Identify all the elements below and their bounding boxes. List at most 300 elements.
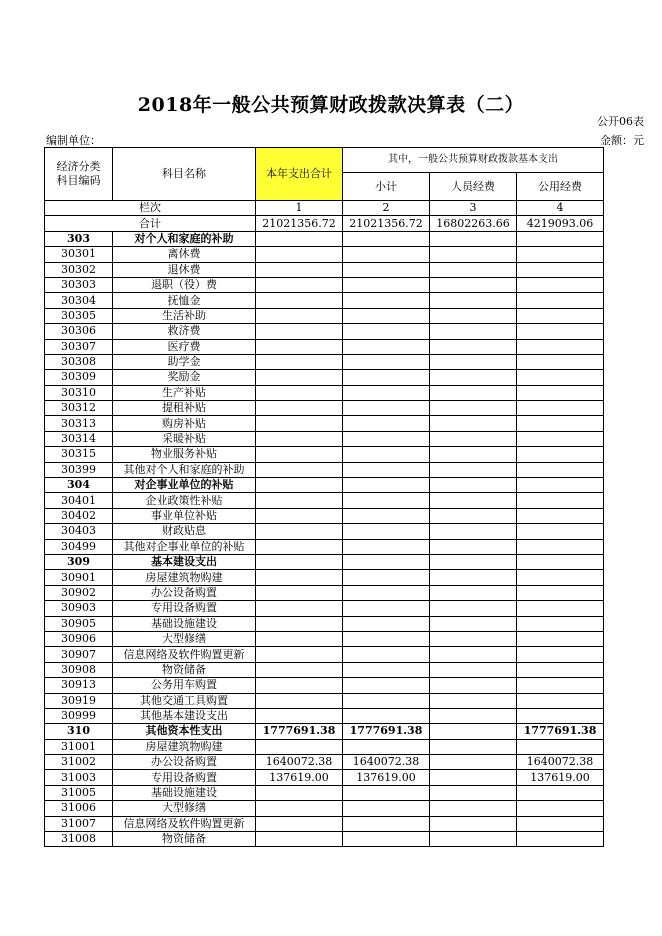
row-name: 物业服务补贴 [113, 447, 256, 462]
row-code: 30301 [45, 247, 113, 262]
column-index-1: 1 [256, 201, 343, 216]
table-row [45, 662, 604, 677]
row-subtotal [343, 478, 430, 493]
row-public [517, 739, 604, 754]
row-name: 奖励金 [113, 370, 256, 385]
row-name: 生产补贴 [113, 385, 256, 400]
column-index-2: 2 [343, 201, 430, 216]
row-total [256, 708, 343, 723]
row-public [517, 462, 604, 477]
row-subtotal [343, 354, 430, 369]
table-row [45, 431, 604, 446]
row-code: 30901 [45, 570, 113, 585]
header-code: 经济分类 科目编码 [45, 148, 113, 201]
row-subtotal [343, 339, 430, 354]
table-row [45, 570, 604, 585]
row-subtotal [343, 493, 430, 508]
row-public [517, 785, 604, 800]
row-personnel [430, 354, 517, 369]
row-subtotal [343, 678, 430, 693]
row-personnel [430, 401, 517, 416]
row-subtotal [343, 693, 430, 708]
row-name: 信息网络及软件购置更新 [113, 816, 256, 831]
row-subtotal [343, 801, 430, 816]
row-personnel [430, 339, 517, 354]
row-total [256, 647, 343, 662]
row-name: 退休费 [113, 262, 256, 277]
row-name: 生活补助 [113, 308, 256, 323]
amount-unit-label: 金额：元 [600, 134, 644, 147]
row-total [256, 247, 343, 262]
table-row [45, 693, 604, 708]
row-total [256, 370, 343, 385]
row-subtotal [343, 570, 430, 585]
row-total [256, 431, 343, 446]
row-total [256, 385, 343, 400]
total-value-4: 4219093.06 [517, 216, 604, 231]
row-code: 30905 [45, 616, 113, 631]
table-row [45, 539, 604, 554]
row-total: 1777691.38 [256, 724, 343, 739]
header-group: 其中，一般公共预算财政拨款基本支出 [343, 148, 604, 173]
row-personnel [430, 693, 517, 708]
column-index-4: 4 [517, 201, 604, 216]
table-row [45, 816, 604, 831]
row-public [517, 816, 604, 831]
row-public [517, 693, 604, 708]
row-name: 事业单位补贴 [113, 508, 256, 523]
row-subtotal [343, 370, 430, 385]
row-name: 物资储备 [113, 662, 256, 677]
table-row [45, 785, 604, 800]
column-index-label: 栏次 [45, 201, 256, 216]
row-subtotal: 137619.00 [343, 770, 430, 785]
row-total [256, 231, 343, 246]
row-subtotal [343, 539, 430, 554]
row-subtotal [343, 631, 430, 646]
row-name: 信息网络及软件购置更新 [113, 647, 256, 662]
row-total [256, 662, 343, 677]
table-row [45, 385, 604, 400]
row-public [517, 631, 604, 646]
total-value-2: 21021356.72 [343, 216, 430, 231]
row-personnel [430, 539, 517, 554]
table-row [45, 308, 604, 323]
row-name: 房屋建筑物购建 [113, 739, 256, 754]
row-name: 财政贴息 [113, 524, 256, 539]
row-subtotal [343, 739, 430, 754]
row-code: 30312 [45, 401, 113, 416]
row-personnel [430, 247, 517, 262]
row-personnel [430, 231, 517, 246]
row-total [256, 554, 343, 569]
row-name: 其他基本建设支出 [113, 708, 256, 723]
row-total [256, 416, 343, 431]
row-personnel [430, 801, 517, 816]
row-subtotal: 1640072.38 [343, 755, 430, 770]
row-personnel [430, 832, 517, 847]
row-name: 救济费 [113, 324, 256, 339]
row-name: 大型修缮 [113, 631, 256, 646]
row-public [517, 370, 604, 385]
row-personnel [430, 616, 517, 631]
row-public [517, 231, 604, 246]
table-row [45, 370, 604, 385]
row-code: 30307 [45, 339, 113, 354]
row-subtotal [343, 416, 430, 431]
row-public [517, 431, 604, 446]
row-code: 30907 [45, 647, 113, 662]
row-code: 30314 [45, 431, 113, 446]
row-code: 31001 [45, 739, 113, 754]
table-row [45, 601, 604, 616]
column-index-row [45, 201, 604, 216]
row-total [256, 524, 343, 539]
row-public [517, 401, 604, 416]
row-total [256, 601, 343, 616]
row-subtotal [343, 508, 430, 523]
row-public: 1777691.38 [517, 724, 604, 739]
table-row [45, 755, 604, 770]
row-total [256, 462, 343, 477]
table-row [45, 247, 604, 262]
row-code: 30403 [45, 524, 113, 539]
table-row [45, 478, 604, 493]
row-subtotal [343, 816, 430, 831]
row-name: 办公设备购置 [113, 755, 256, 770]
row-public [517, 262, 604, 277]
row-name: 专用设备购置 [113, 770, 256, 785]
row-public [517, 554, 604, 569]
row-public [517, 662, 604, 677]
row-total [256, 832, 343, 847]
row-personnel [430, 447, 517, 462]
row-code: 30401 [45, 493, 113, 508]
row-code: 30402 [45, 508, 113, 523]
row-subtotal [343, 585, 430, 600]
row-subtotal [343, 431, 430, 446]
row-subtotal [343, 447, 430, 462]
row-subtotal [343, 401, 430, 416]
table-number: 公开06表 [597, 115, 644, 128]
row-subtotal [343, 247, 430, 262]
row-code: 30304 [45, 293, 113, 308]
table-row [45, 631, 604, 646]
row-code: 30499 [45, 539, 113, 554]
table-row [45, 447, 604, 462]
table-row [45, 739, 604, 754]
compiling-unit-label: 编制单位： [46, 134, 101, 147]
row-code: 31005 [45, 785, 113, 800]
row-subtotal [343, 647, 430, 662]
row-name: 其他交通工具购置 [113, 693, 256, 708]
row-public: 1640072.38 [517, 755, 604, 770]
row-subtotal [343, 554, 430, 569]
table-row [45, 462, 604, 477]
row-subtotal [343, 324, 430, 339]
row-code: 30305 [45, 308, 113, 323]
row-subtotal: 1777691.38 [343, 724, 430, 739]
table-row [45, 416, 604, 431]
row-code: 30308 [45, 354, 113, 369]
row-code: 310 [45, 724, 113, 739]
row-personnel [430, 631, 517, 646]
row-name: 退职（役）费 [113, 277, 256, 292]
header-row-1 [45, 148, 604, 173]
row-code: 30913 [45, 678, 113, 693]
row-personnel [430, 816, 517, 831]
row-subtotal [343, 277, 430, 292]
row-public [517, 832, 604, 847]
row-personnel [430, 416, 517, 431]
row-total [256, 631, 343, 646]
table-row [45, 401, 604, 416]
header-subtotal: 小计 [343, 173, 430, 201]
row-code: 30919 [45, 693, 113, 708]
table-row [45, 678, 604, 693]
row-code: 30903 [45, 601, 113, 616]
header-name: 科目名称 [113, 148, 256, 201]
row-public [517, 324, 604, 339]
table-row [45, 801, 604, 816]
total-row [45, 216, 604, 231]
row-name: 其他资本性支出 [113, 724, 256, 739]
table-row [45, 770, 604, 785]
row-personnel [430, 508, 517, 523]
row-total [256, 277, 343, 292]
row-public [517, 385, 604, 400]
row-public [517, 539, 604, 554]
table-row [45, 647, 604, 662]
row-public [517, 708, 604, 723]
row-total [256, 354, 343, 369]
header-public: 公用经费 [517, 173, 604, 201]
row-personnel [430, 524, 517, 539]
row-subtotal [343, 708, 430, 723]
row-total: 1640072.38 [256, 755, 343, 770]
row-code: 30302 [45, 262, 113, 277]
row-personnel [430, 647, 517, 662]
row-personnel [430, 308, 517, 323]
row-code: 30999 [45, 708, 113, 723]
row-personnel [430, 724, 517, 739]
row-code: 30306 [45, 324, 113, 339]
row-subtotal [343, 524, 430, 539]
row-total [256, 539, 343, 554]
row-name: 基础设施建设 [113, 785, 256, 800]
budget-table [44, 147, 604, 847]
table-row [45, 293, 604, 308]
row-total [256, 616, 343, 631]
row-name: 医疗费 [113, 339, 256, 354]
row-public [517, 277, 604, 292]
row-public [517, 570, 604, 585]
row-name: 公务用车购置 [113, 678, 256, 693]
row-public [517, 616, 604, 631]
row-code: 30313 [45, 416, 113, 431]
row-subtotal [343, 308, 430, 323]
row-total [256, 401, 343, 416]
row-public [517, 647, 604, 662]
row-total [256, 493, 343, 508]
row-total [256, 308, 343, 323]
row-personnel [430, 554, 517, 569]
row-personnel [430, 277, 517, 292]
row-personnel [430, 601, 517, 616]
row-personnel [430, 755, 517, 770]
table-row [45, 554, 604, 569]
row-public [517, 508, 604, 523]
header-personnel: 人员经费 [430, 173, 517, 201]
total-label: 合计 [45, 216, 256, 231]
table-row [45, 508, 604, 523]
row-public [517, 478, 604, 493]
row-code: 31008 [45, 832, 113, 847]
table-row [45, 339, 604, 354]
row-code: 31007 [45, 816, 113, 831]
table-row [45, 724, 604, 739]
row-subtotal [343, 832, 430, 847]
row-total [256, 801, 343, 816]
row-subtotal [343, 262, 430, 277]
row-subtotal [343, 785, 430, 800]
row-total [256, 739, 343, 754]
row-code: 31003 [45, 770, 113, 785]
row-personnel [430, 462, 517, 477]
row-personnel [430, 385, 517, 400]
row-personnel [430, 785, 517, 800]
row-code: 303 [45, 231, 113, 246]
row-total [256, 816, 343, 831]
total-value-1: 21021356.72 [256, 216, 343, 231]
row-total [256, 785, 343, 800]
row-personnel [430, 324, 517, 339]
page-title: 2018年一般公共预算财政拨款决算表（二） [137, 94, 525, 116]
row-public [517, 354, 604, 369]
table-row [45, 231, 604, 246]
row-subtotal [343, 601, 430, 616]
row-name: 离休费 [113, 247, 256, 262]
row-personnel [430, 570, 517, 585]
row-total [256, 447, 343, 462]
row-total [256, 324, 343, 339]
row-code: 30906 [45, 631, 113, 646]
row-subtotal [343, 385, 430, 400]
row-total [256, 478, 343, 493]
row-name: 提租补贴 [113, 401, 256, 416]
row-name: 专用设备购置 [113, 601, 256, 616]
row-personnel [430, 662, 517, 677]
row-name: 购房补贴 [113, 416, 256, 431]
table-row [45, 262, 604, 277]
row-public [517, 308, 604, 323]
table-row [45, 277, 604, 292]
row-personnel [430, 770, 517, 785]
row-name: 抚恤金 [113, 293, 256, 308]
row-subtotal [343, 462, 430, 477]
row-code: 30908 [45, 662, 113, 677]
table-row [45, 354, 604, 369]
row-public [517, 293, 604, 308]
row-code: 30303 [45, 277, 113, 292]
row-personnel [430, 478, 517, 493]
table-row [45, 585, 604, 600]
row-name: 企业政策性补贴 [113, 493, 256, 508]
row-personnel [430, 262, 517, 277]
row-public [517, 678, 604, 693]
row-name: 其他对企事业单位的补贴 [113, 539, 256, 554]
table-row [45, 524, 604, 539]
row-public [517, 416, 604, 431]
row-personnel [430, 431, 517, 446]
row-total [256, 262, 343, 277]
row-code: 30310 [45, 385, 113, 400]
row-public [517, 493, 604, 508]
total-value-3: 16802263.66 [430, 216, 517, 231]
header-total: 本年支出合计 [256, 148, 343, 201]
row-total [256, 678, 343, 693]
row-name: 物资储备 [113, 832, 256, 847]
row-subtotal [343, 293, 430, 308]
table-row [45, 708, 604, 723]
row-public [517, 339, 604, 354]
row-name: 基本建设支出 [113, 554, 256, 569]
table-row [45, 493, 604, 508]
row-total [256, 570, 343, 585]
row-total [256, 293, 343, 308]
row-total [256, 693, 343, 708]
row-code: 30315 [45, 447, 113, 462]
row-total [256, 508, 343, 523]
column-index-3: 3 [430, 201, 517, 216]
row-subtotal [343, 662, 430, 677]
row-personnel [430, 293, 517, 308]
row-subtotal [343, 616, 430, 631]
row-name: 助学金 [113, 354, 256, 369]
row-name: 其他对个人和家庭的补助 [113, 462, 256, 477]
row-name: 房屋建筑物购建 [113, 570, 256, 585]
row-public: 137619.00 [517, 770, 604, 785]
row-name: 办公设备购置 [113, 585, 256, 600]
row-name: 采暖补贴 [113, 431, 256, 446]
row-subtotal [343, 231, 430, 246]
row-personnel [430, 678, 517, 693]
row-code: 30309 [45, 370, 113, 385]
row-code: 31002 [45, 755, 113, 770]
row-public [517, 585, 604, 600]
row-name: 基础设施建设 [113, 616, 256, 631]
row-total [256, 585, 343, 600]
row-code: 31006 [45, 801, 113, 816]
row-code: 30902 [45, 585, 113, 600]
table-row [45, 616, 604, 631]
row-name: 大型修缮 [113, 801, 256, 816]
row-personnel [430, 585, 517, 600]
row-name: 对企事业单位的补贴 [113, 478, 256, 493]
row-public [517, 524, 604, 539]
row-total: 137619.00 [256, 770, 343, 785]
row-total [256, 339, 343, 354]
table-row [45, 324, 604, 339]
row-public [517, 247, 604, 262]
table-row [45, 832, 604, 847]
row-personnel [430, 370, 517, 385]
row-code: 30399 [45, 462, 113, 477]
row-personnel [430, 739, 517, 754]
row-public [517, 601, 604, 616]
row-name: 对个人和家庭的补助 [113, 231, 256, 246]
row-public [517, 801, 604, 816]
